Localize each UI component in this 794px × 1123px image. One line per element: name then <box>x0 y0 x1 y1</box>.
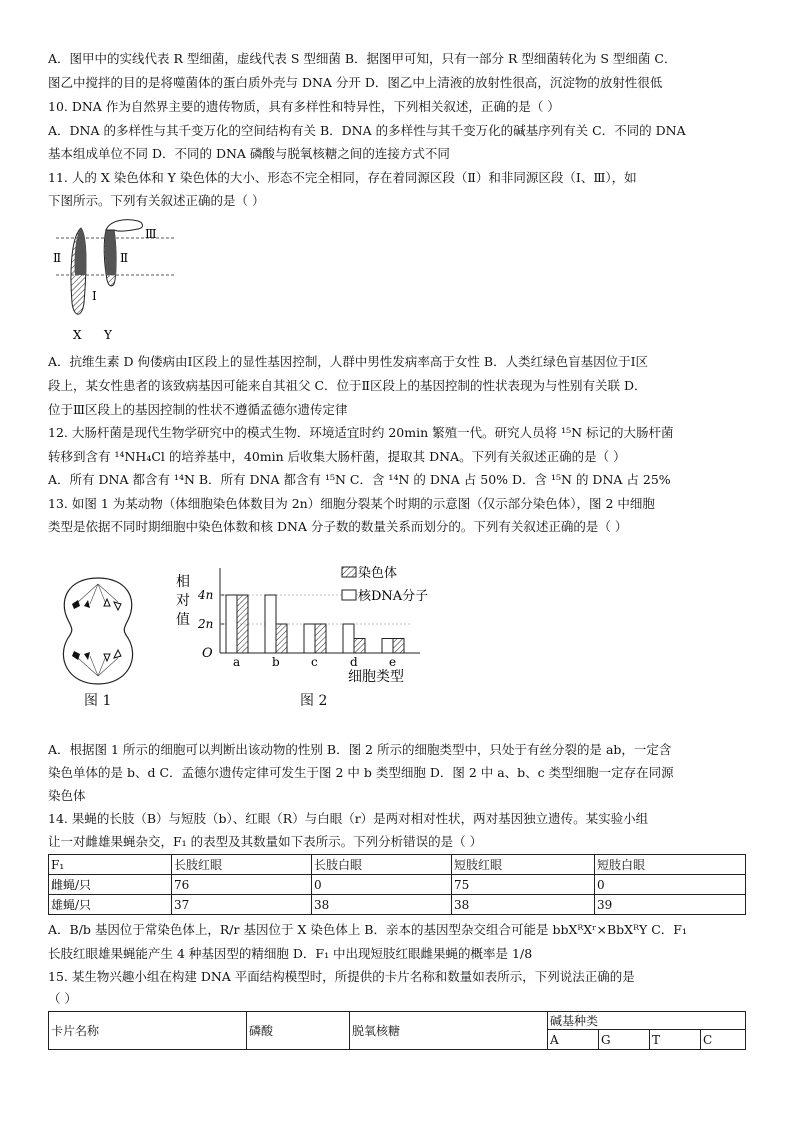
table-cell: 0 <box>312 875 452 895</box>
q15-stem-line-1: 15. 某生物兴趣小组在构建 DNA 平面结构模型时，所提供的卡片名称和数量如表所示，下列说法正确的是 <box>48 969 635 984</box>
table-cell: 雌蝇/只 <box>49 875 172 895</box>
legend-label: 核DNA分子 <box>358 589 429 604</box>
q14-option-line-2: 长肢红眼雄果蝇能产生 4 种基因型的精细胞 D．F₁ 中出现短肢红眼雌果蝇的概率是 1/8 <box>48 946 533 961</box>
label-y: Y <box>104 328 112 342</box>
table-header-cell: 长肢白眼 <box>312 855 452 875</box>
y-tick-label: 2n <box>198 617 214 631</box>
q13-option-line-3: 染色体 <box>48 788 86 803</box>
table-header-cell: F₁ <box>49 855 172 875</box>
bar-dna-c <box>304 624 315 653</box>
q11-stem-line-2: 下图所示。下列有关叙述正确的是（ ） <box>48 193 265 208</box>
q13-option-line-1: A．根据图 1 所示的细胞可以判断出该动物的性别 B．图 2 所示的细胞类型中，只处于有丝分裂的是 ab，一定含 <box>48 742 672 757</box>
table-header-row <box>49 855 746 875</box>
q15-stem-line-2: （ ） <box>48 991 77 1006</box>
label-i: Ⅰ <box>92 289 97 303</box>
bar-chromosome-a <box>237 595 248 653</box>
q11-stem-line-1: 11. 人的 X 染色体和 Y 染色体的大小、形态不完全相同，存在着同源区段（Ⅱ）和非同源区段（Ⅰ、Ⅲ），如 <box>48 170 637 185</box>
bar-dna-e <box>382 639 393 654</box>
label-ii-left: Ⅱ <box>53 251 62 265</box>
q9-option-line-1: A．图甲中的实线代表 R 型细菌，虚线代表 S 型细菌 B．据图甲可知，只有一部分 R 型细菌转化为 S 型细菌 C． <box>48 51 677 66</box>
table-cell: 37 <box>172 895 312 915</box>
label-ii-right: Ⅱ <box>120 251 129 265</box>
table-cell: 脱氧核糖 <box>350 1012 548 1050</box>
cell-type-bar-chart <box>170 560 470 690</box>
q10-option-line-2: 基本组成单位不同 D．不同的 DNA 磷酸与脱氧核糖之间的连接方式不同 <box>48 146 450 161</box>
q12-options: A．所有 DNA 都含有 ¹⁴N B．所有 DNA 都含有 ¹⁵N C．含 ¹⁴N 的 DNA 占 50% D．含 ¹⁵N 的 DNA 占 25% <box>48 472 671 487</box>
table-cell: T <box>650 1030 701 1050</box>
q14-stem-line-1: 14. 果蝇的长肢（B）与短肢（b）、红眼（R）与白眼（r）是两对相对性状，两对基因独立遗传。某实验小组 <box>48 811 649 826</box>
label-iii: Ⅲ <box>145 227 157 241</box>
card-table <box>48 1011 746 1050</box>
legend-swatch-dna <box>342 590 356 600</box>
table-header-cell: 短肢白眼 <box>595 855 746 875</box>
table-row <box>49 1012 746 1030</box>
y-axis-label: 值 <box>176 612 190 628</box>
q11-option-line-2: 段上，某女性患者的该致病基因可能来自其祖父 C．位于Ⅱ区段上的基因控制的性状表现为与性别有关联 D． <box>48 378 647 393</box>
q12-stem-line-1: 12. 大肠杆菌是现代生物学研究中的模式生物．环境适宜时约 20min 繁殖一代。研究人员将 ¹⁵N 标记的大肠杆菌 <box>48 425 674 440</box>
q13-stem-line-2: 类型是依据不同时期细胞中染色体数和核 DNA 分子数的数量关系而划分的。下列有关叙述正确的是（ ） <box>48 519 628 534</box>
table-header-cell: 长肢红眼 <box>172 855 312 875</box>
table-cell: 38 <box>452 895 595 915</box>
q11-option-line-3: 位于Ⅲ区段上的基因控制的性状不遵循孟德尔遗传定律 <box>48 402 348 417</box>
bar-chromosome-b <box>276 624 287 653</box>
table-cell: 卡片名称 <box>49 1012 247 1050</box>
y-tick-label: 4n <box>198 588 214 602</box>
q11-option-line-1: A．抗维生素 D 佝偻病由Ⅰ区段上的显性基因控制，人群中男性发病率高于女性 B．人类红绿色盲基因位于Ⅰ区 <box>48 354 649 369</box>
bar-chromosome-e <box>393 639 404 654</box>
legend-swatch-chromosome <box>342 567 356 577</box>
bar-chromosome-d <box>354 639 365 654</box>
table-cell: 39 <box>595 895 746 915</box>
q10-stem: 10. DNA 作为自然界主要的遗传物质，具有多样性和特异性，下列相关叙述，正确的是（ ） <box>48 99 560 114</box>
q12-stem-line-2: 转移到含有 ¹⁴NH₄Cl 的培养基中，40min 后收集大肠杆菌，提取其 DNA。下列有关叙述正确的是（ ） <box>48 449 626 464</box>
x-tick-label: e <box>389 655 397 669</box>
label-x: X <box>73 328 82 342</box>
table-cell: 雄蝇/只 <box>49 895 172 915</box>
figure-1-caption: 图 1 <box>84 693 112 709</box>
q13-stem-line-1: 13. 如图 1 为某动物（体细胞染色体数目为 2n）细胞分裂某个时期的示意图（仅示部分染色体），图 2 中细胞 <box>48 496 655 511</box>
table-cell: C <box>701 1030 746 1050</box>
table-cell: 76 <box>172 875 312 895</box>
x-tick-label: a <box>233 655 241 669</box>
bar-chromosome-c <box>315 624 326 653</box>
figure-2-caption: 图 2 <box>300 693 328 709</box>
y-axis-label: 相 <box>176 574 190 590</box>
f1-phenotype-table <box>48 854 746 915</box>
bar-dna-d <box>343 624 354 653</box>
legend-label: 染色体 <box>358 566 398 581</box>
q10-option-line-1: A．DNA 的多样性与其千变万化的空间结构有关 B．DNA 的多样性与其千变万化的碱基序列有关 C．不同的 DNA <box>48 123 686 138</box>
table-cell: 磷酸 <box>247 1012 350 1050</box>
bar-dna-b <box>265 595 276 653</box>
x-tick-label: b <box>272 655 280 669</box>
x-axis-label: 细胞类型 <box>348 669 404 685</box>
q13-option-line-2: 染色单体的是 b、d C．孟德尔遗传定律可发生于图 2 中 b 类型细胞 D．图 2 中 a、b、c 类型细胞一定存在同源 <box>48 765 674 780</box>
table-row <box>49 875 746 895</box>
origin-label: O <box>202 646 213 661</box>
bar-dna-a <box>226 595 237 653</box>
q9-option-line-2: 图乙中搅拌的目的是将噬菌体的蛋白质外壳与 DNA 分开 D．图乙中上清液的放射性很高，沉淀物的放射性很低 <box>48 75 663 90</box>
table-cell: 38 <box>312 895 452 915</box>
table-cell: A <box>548 1030 599 1050</box>
q14-stem-line-2: 让一对雌雄果蝇杂交，F₁ 的表型及其数量如下表所示。下列分析错误的是（ ） <box>48 834 483 849</box>
q14-option-line-1: A．B/b 基因位于常染色体上，R/r 基因位于 X 染色体上 B．亲本的基因型杂交组合可能是 bbXᴿXʳ×BbXᴿY C．F₁ <box>48 922 687 937</box>
table-cell: 碱基种类 <box>548 1012 746 1030</box>
table-cell: 75 <box>452 875 595 895</box>
table-cell: 0 <box>595 875 746 895</box>
xy-chromosome-diagram <box>48 218 178 348</box>
cell-division-figure <box>48 570 148 690</box>
y-axis-label: 对 <box>176 593 190 609</box>
x-tick-label: c <box>311 655 318 669</box>
table-row <box>49 895 746 915</box>
table-header-cell: 短肢红眼 <box>452 855 595 875</box>
table-cell: G <box>599 1030 650 1050</box>
x-tick-label: d <box>350 655 358 669</box>
